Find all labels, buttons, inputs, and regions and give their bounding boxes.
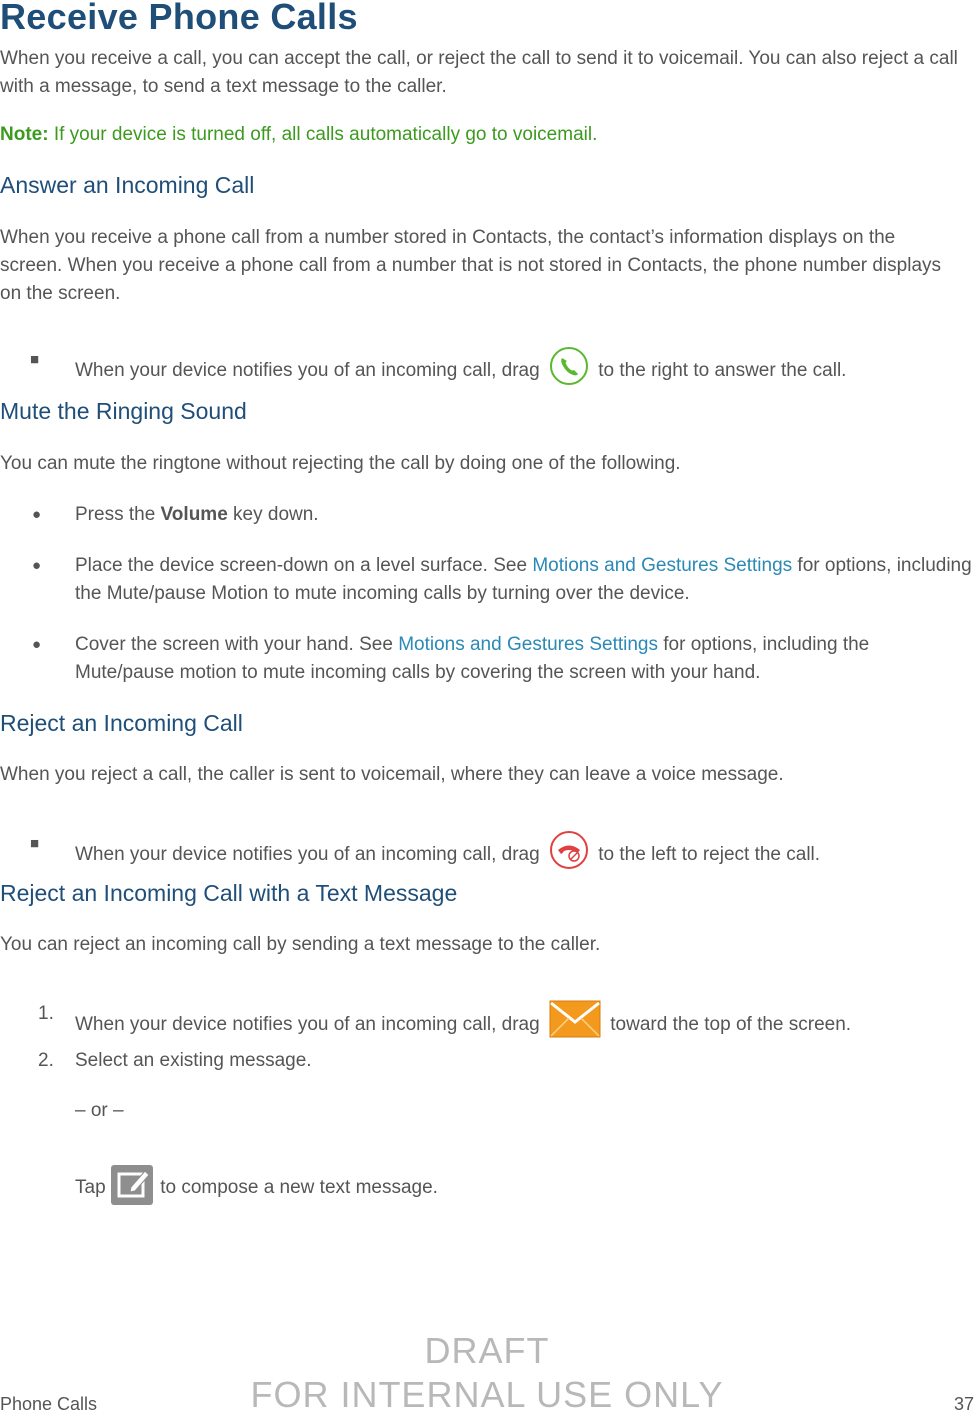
heading-answer: Answer an Incoming Call — [0, 172, 255, 198]
step-number: 2. — [38, 1050, 54, 1071]
page-title: Receive Phone Calls — [0, 0, 358, 37]
envelope-icon — [549, 1000, 601, 1047]
note-label: Note: — [0, 124, 49, 145]
intro-paragraph: When you receive a call, you can accept the call, or reject the call to send it to voicemail. You can also reject a call with a message, to send a text message to the caller. — [0, 48, 958, 97]
reject-text-paragraph: You can reject an incoming call by sending a text message to the caller. — [0, 934, 601, 955]
heading-reject: Reject an Incoming Call — [0, 710, 243, 736]
list-item: ● Place the device screen-down on a level surface. See Motions and Gestures Settings for options, including the Mute/pause Motion to mute incoming calls by turning over the device. — [0, 552, 974, 608]
motions-gestures-link[interactable]: Motions and Gestures Settings — [532, 555, 793, 576]
note-text: If your device is turned off, all calls automatically go to voicemail. — [48, 124, 598, 145]
draft-watermark-line-1: DRAFT — [424, 1330, 550, 1371]
round-bullet-icon: ● — [32, 506, 42, 523]
square-bullet-icon: ■ — [30, 351, 40, 368]
round-bullet-icon: ● — [32, 557, 42, 574]
list-item: ● Cover the screen with your hand. See Motions and Gestures Settings for options, including the Mute/pause motion to mute incoming calls by covering the screen with your hand. — [0, 631, 974, 687]
heading-mute: Mute the Ringing Sound — [0, 398, 247, 424]
footer-page-number: 37 — [953, 1394, 974, 1414]
motions-gestures-link[interactable]: Motions and Gestures Settings — [398, 634, 658, 655]
reject-paragraph: When you reject a call, the caller is sent to voicemail, where they can leave a voice message. — [0, 764, 784, 785]
compose-icon — [111, 1165, 153, 1214]
footer-section: Phone Calls — [0, 1394, 98, 1414]
draft-watermark-line-2: FOR INTERNAL USE ONLY — [250, 1374, 724, 1415]
list-item: ● Press the Volume key down. — [0, 501, 974, 529]
step-number: 1. — [38, 1003, 54, 1024]
phone-answer-icon — [549, 346, 589, 395]
square-bullet-icon: ■ — [30, 835, 40, 852]
heading-reject-text: Reject an Incoming Call with a Text Message — [0, 880, 458, 906]
mute-paragraph: You can mute the ringtone without rejecting the call by doing one of the following. — [0, 453, 681, 474]
answer-paragraph: When you receive a phone call from a number stored in Contacts, the contact’s information displays on the screen. When you receive a phone call from a number that is not stored in Contacts, the phone number displays on the screen. — [0, 227, 942, 304]
phone-reject-icon — [549, 830, 589, 879]
round-bullet-icon: ● — [32, 636, 42, 653]
note — [0, 124, 597, 146]
